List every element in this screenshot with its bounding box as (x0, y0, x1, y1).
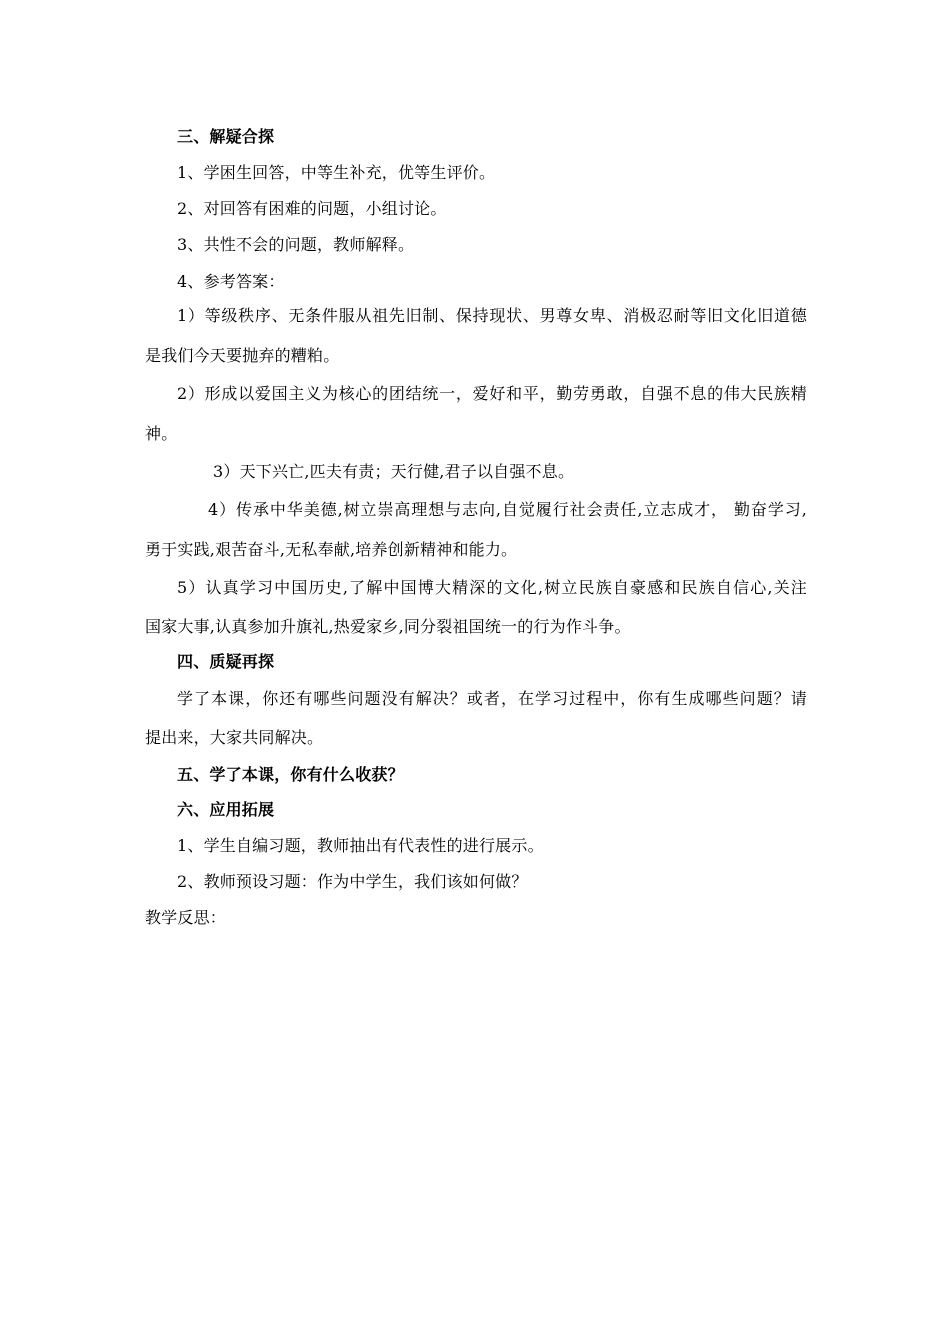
answer-1-line-2: 是我们今天要抛弃的糟粕。 (145, 346, 340, 365)
section-heading-6: 六、应用拓展 (177, 800, 275, 819)
answer-2-line-2: 神。 (145, 424, 178, 443)
section-4-text-line-2: 提出来，大家共同解决。 (145, 728, 324, 747)
list-item: 2、教师预设习题：作为中学生，我们该如何做？ (177, 872, 528, 891)
section-4-text-line-1: 学了本课，你还有哪些问题没有解决？或者，在学习过程中，你有生成哪些问题？请 (177, 689, 807, 708)
list-item: 1、学困生回答，中等生补充，优等生评价。 (177, 163, 496, 182)
reflection-label: 教学反思： (145, 908, 227, 927)
answer-4-line-1: 4）传承中华美德,树立崇高理想与志向,自觉履行社会责任,立志成才， 勤奋学习, (208, 500, 807, 519)
answer-5-line-2: 国家大事,认真参加升旗礼,热爱家乡,同分裂祖国统一的行为作斗争。 (145, 617, 631, 636)
list-item: 4、参考答案： (177, 272, 285, 291)
list-item: 3、共性不会的问题，教师解释。 (177, 235, 415, 254)
list-item: 2、对回答有困难的问题，小组讨论。 (177, 199, 447, 218)
section-heading-4: 四、质疑再探 (177, 652, 275, 671)
section-heading-3: 三、解疑合探 (177, 127, 275, 146)
answer-3: 3）天下兴亡,匹夫有责；天行健,君子以自强不息。 (213, 462, 575, 481)
answer-5-line-1: 5）认真学习中国历史,了解中国博大精深的文化,树立民族自豪感和民族自信心,关注 (177, 578, 807, 597)
answer-2-line-1: 2）形成以爱国主义为核心的团结统一，爱好和平，勤劳勇敢，自强不息的伟大民族精 (177, 384, 807, 403)
answer-4-line-2: 勇于实践,艰苦奋斗,无私奉献,培养创新精神和能力。 (145, 540, 518, 559)
section-heading-5: 五、学了本课，你有什么收获？ (177, 765, 404, 784)
list-item: 1、学生自编习题，教师抽出有代表性的进行展示。 (177, 836, 544, 855)
answer-1-line-1: 1）等级秩序、无条件服从祖先旧制、保持现状、男尊女卑、消极忍耐等旧文化旧道德 (177, 306, 807, 325)
